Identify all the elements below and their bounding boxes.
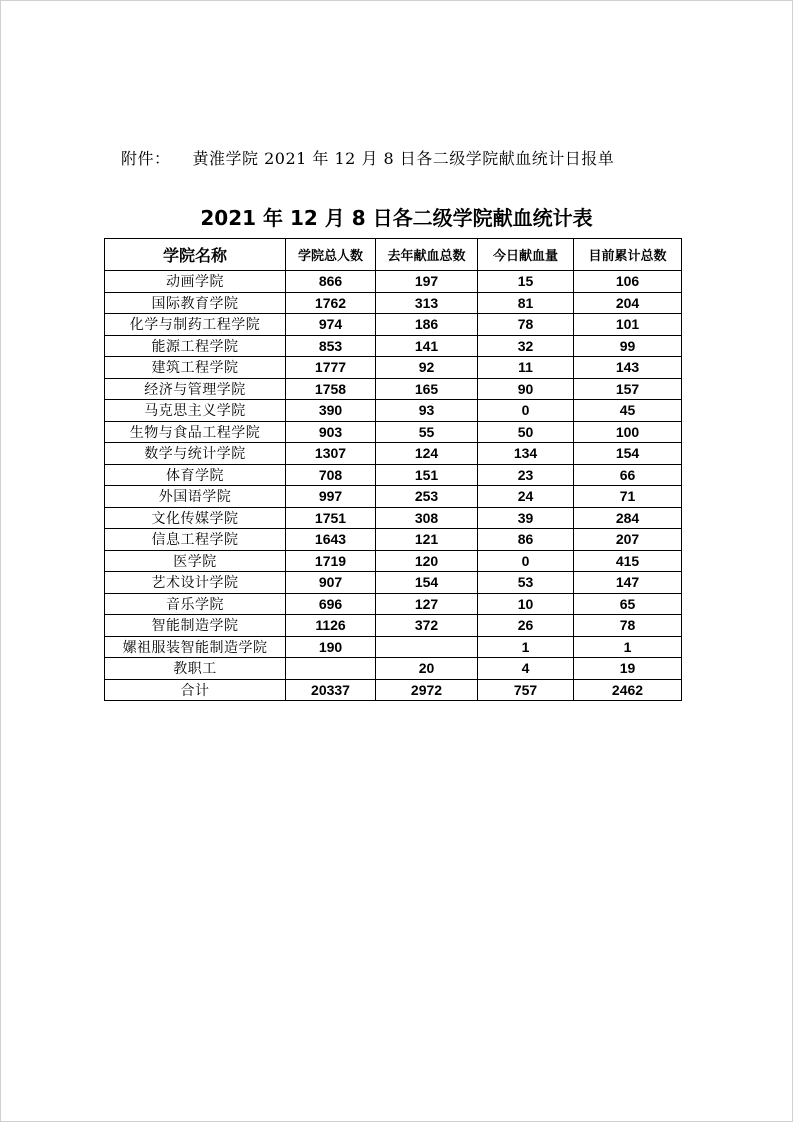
cell-college-name: 生物与食品工程学院 bbox=[105, 421, 286, 443]
cell-total-people: 974 bbox=[286, 314, 376, 336]
cell-last-year-total: 55 bbox=[376, 421, 478, 443]
cell-last-year-total: 372 bbox=[376, 615, 478, 637]
table-row bbox=[105, 357, 682, 379]
cell-total-people: 696 bbox=[286, 593, 376, 615]
header-college-name: 学院名称 bbox=[105, 239, 286, 271]
cell-today-amount: 32 bbox=[478, 335, 574, 357]
cell-total-people: 708 bbox=[286, 464, 376, 486]
cell-total-people: 1758 bbox=[286, 378, 376, 400]
cell-cumulative-total: 284 bbox=[574, 507, 682, 529]
cell-today-amount: 15 bbox=[478, 271, 574, 293]
cell-today-amount: 81 bbox=[478, 292, 574, 314]
cell-last-year-total bbox=[376, 636, 478, 658]
cell-college-name: 嫘祖服装智能制造学院 bbox=[105, 636, 286, 658]
cell-college-name: 数学与统计学院 bbox=[105, 443, 286, 465]
table-header-row bbox=[105, 239, 682, 271]
cell-cumulative-total: 204 bbox=[574, 292, 682, 314]
cell-today-amount: 0 bbox=[478, 400, 574, 422]
cell-cumulative-total: 147 bbox=[574, 572, 682, 594]
cell-cumulative-total: 207 bbox=[574, 529, 682, 551]
cell-college-name: 艺术设计学院 bbox=[105, 572, 286, 594]
cell-cumulative-total: 78 bbox=[574, 615, 682, 637]
cell-college-name: 文化传媒学院 bbox=[105, 507, 286, 529]
cell-last-year-total: 2972 bbox=[376, 679, 478, 701]
cell-cumulative-total: 45 bbox=[574, 400, 682, 422]
table-row bbox=[105, 464, 682, 486]
cell-college-name: 能源工程学院 bbox=[105, 335, 286, 357]
table-title: 2021 年 12 月 8 日各二级学院献血统计表 bbox=[200, 206, 593, 230]
cell-today-amount: 0 bbox=[478, 550, 574, 572]
cell-cumulative-total: 1 bbox=[574, 636, 682, 658]
table-row bbox=[105, 572, 682, 594]
table-row bbox=[105, 335, 682, 357]
cell-last-year-total: 154 bbox=[376, 572, 478, 594]
cell-cumulative-total: 2462 bbox=[574, 679, 682, 701]
cell-last-year-total: 120 bbox=[376, 550, 478, 572]
cell-today-amount: 39 bbox=[478, 507, 574, 529]
cell-today-amount: 23 bbox=[478, 464, 574, 486]
cell-last-year-total: 92 bbox=[376, 357, 478, 379]
cell-today-amount: 11 bbox=[478, 357, 574, 379]
cell-total-people: 866 bbox=[286, 271, 376, 293]
cell-last-year-total: 124 bbox=[376, 443, 478, 465]
cell-total-people: 1762 bbox=[286, 292, 376, 314]
cell-total-people: 390 bbox=[286, 400, 376, 422]
cell-college-name: 医学院 bbox=[105, 550, 286, 572]
cell-last-year-total: 20 bbox=[376, 658, 478, 680]
cell-last-year-total: 127 bbox=[376, 593, 478, 615]
table-row bbox=[105, 593, 682, 615]
table-row bbox=[105, 271, 682, 293]
cell-total-people: 903 bbox=[286, 421, 376, 443]
cell-cumulative-total: 66 bbox=[574, 464, 682, 486]
cell-college-name: 音乐学院 bbox=[105, 593, 286, 615]
cell-cumulative-total: 415 bbox=[574, 550, 682, 572]
cell-cumulative-total: 65 bbox=[574, 593, 682, 615]
cell-today-amount: 4 bbox=[478, 658, 574, 680]
table-row bbox=[105, 550, 682, 572]
cell-total-people: 1751 bbox=[286, 507, 376, 529]
cell-last-year-total: 141 bbox=[376, 335, 478, 357]
cell-total-people: 997 bbox=[286, 486, 376, 508]
table-row bbox=[105, 292, 682, 314]
cell-college-name: 外国语学院 bbox=[105, 486, 286, 508]
cell-total-people: 190 bbox=[286, 636, 376, 658]
cell-today-amount: 90 bbox=[478, 378, 574, 400]
cell-college-name: 国际教育学院 bbox=[105, 292, 286, 314]
table-row bbox=[105, 679, 682, 701]
cell-last-year-total: 93 bbox=[376, 400, 478, 422]
table-row bbox=[105, 421, 682, 443]
cell-today-amount: 10 bbox=[478, 593, 574, 615]
cell-total-people: 1777 bbox=[286, 357, 376, 379]
blood-donation-table bbox=[104, 238, 682, 701]
attachment-text: 黄淮学院 2021 年 12 月 8 日各二级学院献血统计日报单 bbox=[192, 149, 615, 168]
cell-last-year-total: 165 bbox=[376, 378, 478, 400]
cell-today-amount: 757 bbox=[478, 679, 574, 701]
table-row bbox=[105, 658, 682, 680]
table-row bbox=[105, 400, 682, 422]
cell-cumulative-total: 157 bbox=[574, 378, 682, 400]
cell-last-year-total: 308 bbox=[376, 507, 478, 529]
cell-today-amount: 1 bbox=[478, 636, 574, 658]
cell-today-amount: 50 bbox=[478, 421, 574, 443]
cell-total-people: 1643 bbox=[286, 529, 376, 551]
cell-today-amount: 134 bbox=[478, 443, 574, 465]
cell-total-people: 1719 bbox=[286, 550, 376, 572]
cell-cumulative-total: 106 bbox=[574, 271, 682, 293]
cell-college-name: 合计 bbox=[105, 679, 286, 701]
cell-college-name: 教职工 bbox=[105, 658, 286, 680]
table-row bbox=[105, 378, 682, 400]
cell-cumulative-total: 143 bbox=[574, 357, 682, 379]
header-cumulative-total: 目前累计总数 bbox=[574, 239, 682, 271]
cell-college-name: 智能制造学院 bbox=[105, 615, 286, 637]
table-row bbox=[105, 615, 682, 637]
cell-today-amount: 86 bbox=[478, 529, 574, 551]
cell-today-amount: 78 bbox=[478, 314, 574, 336]
header-last-year-total: 去年献血总数 bbox=[376, 239, 478, 271]
cell-last-year-total: 151 bbox=[376, 464, 478, 486]
cell-last-year-total: 253 bbox=[376, 486, 478, 508]
cell-last-year-total: 186 bbox=[376, 314, 478, 336]
attachment-line bbox=[121, 146, 614, 169]
cell-college-name: 马克思主义学院 bbox=[105, 400, 286, 422]
cell-today-amount: 26 bbox=[478, 615, 574, 637]
cell-today-amount: 53 bbox=[478, 572, 574, 594]
header-today-amount: 今日献血量 bbox=[478, 239, 574, 271]
cell-total-people bbox=[286, 658, 376, 680]
cell-college-name: 经济与管理学院 bbox=[105, 378, 286, 400]
cell-last-year-total: 121 bbox=[376, 529, 478, 551]
table-row bbox=[105, 443, 682, 465]
cell-total-people: 20337 bbox=[286, 679, 376, 701]
cell-college-name: 动画学院 bbox=[105, 271, 286, 293]
cell-cumulative-total: 19 bbox=[574, 658, 682, 680]
cell-college-name: 信息工程学院 bbox=[105, 529, 286, 551]
cell-college-name: 体育学院 bbox=[105, 464, 286, 486]
cell-last-year-total: 313 bbox=[376, 292, 478, 314]
cell-today-amount: 24 bbox=[478, 486, 574, 508]
cell-cumulative-total: 101 bbox=[574, 314, 682, 336]
cell-cumulative-total: 100 bbox=[574, 421, 682, 443]
cell-college-name: 建筑工程学院 bbox=[105, 357, 286, 379]
table-row bbox=[105, 314, 682, 336]
cell-cumulative-total: 99 bbox=[574, 335, 682, 357]
table-row bbox=[105, 636, 682, 658]
cell-last-year-total: 197 bbox=[376, 271, 478, 293]
cell-cumulative-total: 154 bbox=[574, 443, 682, 465]
table-row bbox=[105, 529, 682, 551]
cell-total-people: 853 bbox=[286, 335, 376, 357]
cell-cumulative-total: 71 bbox=[574, 486, 682, 508]
attachment-label: 附件： bbox=[121, 149, 171, 168]
cell-total-people: 907 bbox=[286, 572, 376, 594]
cell-college-name: 化学与制药工程学院 bbox=[105, 314, 286, 336]
table-row bbox=[105, 486, 682, 508]
cell-total-people: 1307 bbox=[286, 443, 376, 465]
cell-total-people: 1126 bbox=[286, 615, 376, 637]
table-row bbox=[105, 507, 682, 529]
header-total-people: 学院总人数 bbox=[286, 239, 376, 271]
